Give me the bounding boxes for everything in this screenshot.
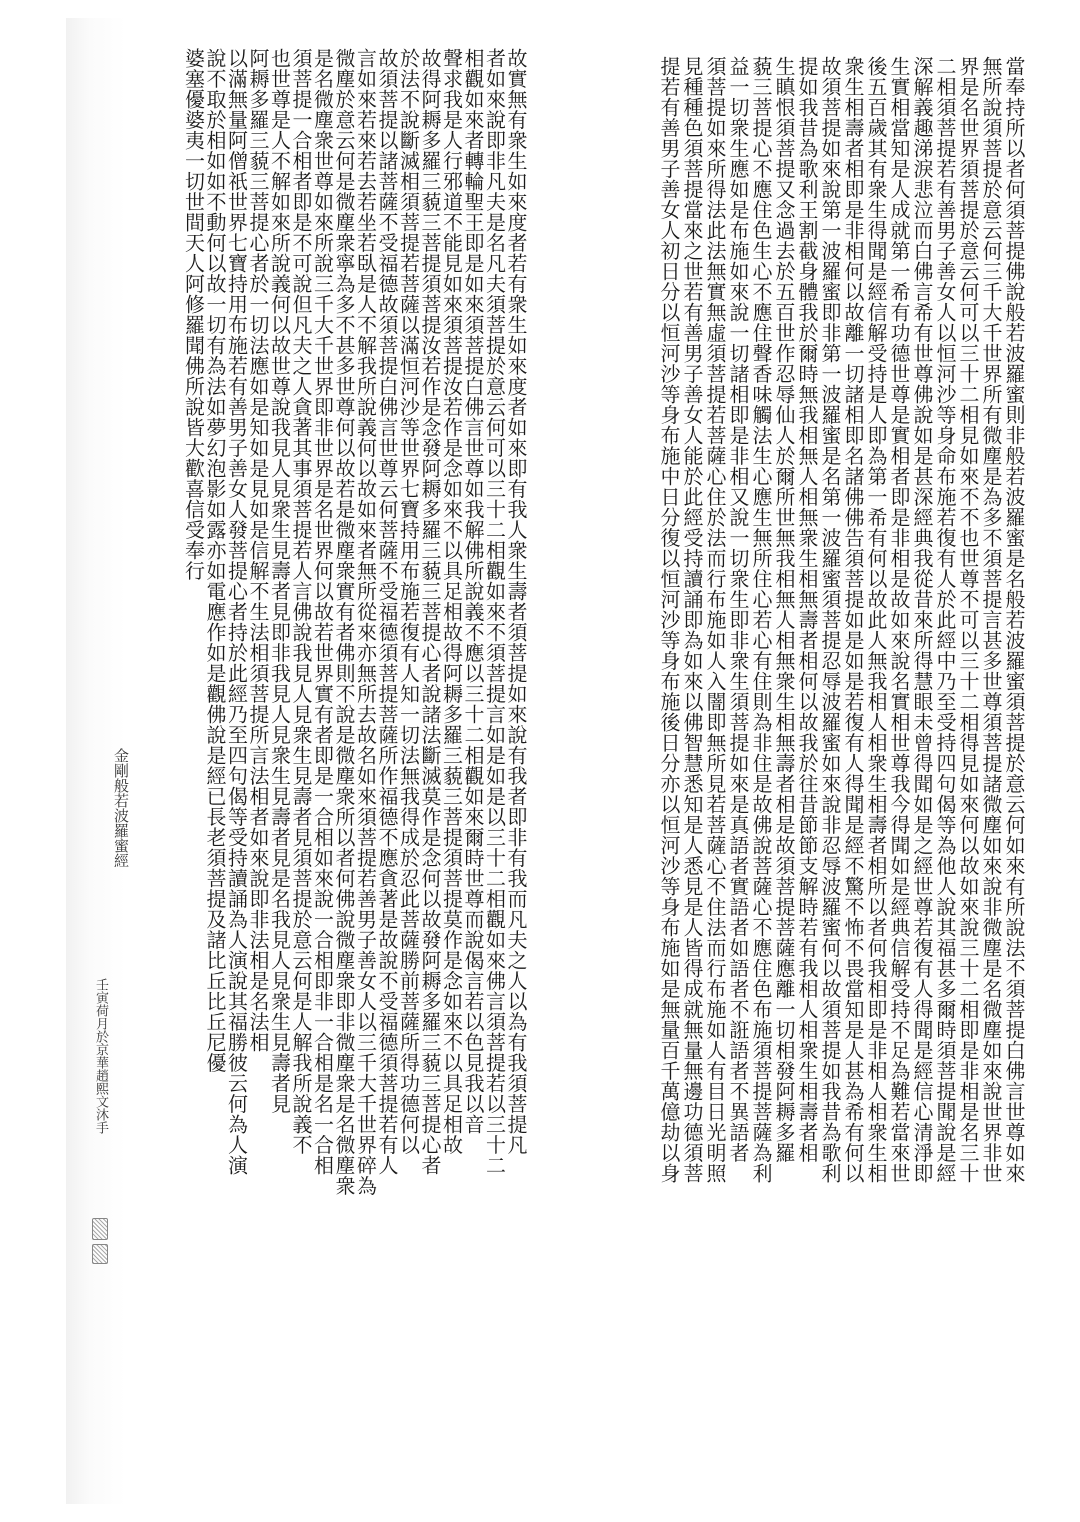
text-column: 言如來若來若去若坐若臥是人不解我所說義何以故如來者無所從來亦無所去故名如來須菩提若善男子善女人以三千大千世界碎為 [353, 48, 378, 1196]
text-column: 當奉持所以者何須菩提佛說般若波羅蜜則非般若波羅蜜是名般若波羅蜜須菩提於意云何如來有所說法不須菩提白佛言世尊如來 [1002, 56, 1026, 1184]
text-column: 二相須菩提若有善男子善女人以恒河沙等身命布施若復有人於此經中乃至受持四句偈等為他人說其福甚多爾時須菩提聞說是經 [933, 56, 957, 1184]
text-column: 後五百歲其有衆生得聞是經信解受持是人即為第一希有何以故此人無我相人相衆生相壽者相所以者何我相即是非相人相衆生相 [864, 56, 888, 1184]
text-column: 婆塞優婆夷一切世間天人阿修羅聞佛所說皆大歡喜信受奉行 [181, 48, 206, 581]
text-column: 益一切衆生應如是布施如來說一切諸相即是非相又說一切衆生即非衆生須菩提如來是真語者實語者如語者不誑語者不異語者 [726, 56, 750, 1163]
text-column: 故須菩提如來說第一波羅蜜即非第一波羅蜜是名第一波羅蜜須菩提忍辱波羅蜜如來說非忍辱波羅蜜何以故須菩提如我昔為歌利 [818, 56, 842, 1184]
colophon-title: 金剛般若波羅蜜經 [112, 748, 130, 868]
text-column: 也世尊是人不解如來所說義何以故世尊說我見人見衆生見壽者見即非我見人見衆生見壽者見是名我見人見衆生見壽者見 [267, 48, 292, 1114]
colophon [94, 748, 128, 1134]
text-column: 於法不說斷滅相須菩提若菩薩以滿恒河沙等世界七寶持用布施若復有人知一切法無我得成於忍此菩薩勝前菩薩所得功德何以 [396, 48, 421, 1155]
text-column: 微塵於意云何是微塵衆寧為多不甚多世尊何以故若是微塵衆實有者佛則不說是微塵衆所以者何佛說微塵衆即非微塵衆是名微塵衆 [332, 48, 356, 1196]
text-column: 是名微塵衆世尊如來所說三千大千世界即非世界是名世界何以故若世界實有者即是一合相如來說一合相即非一合相是名一合相 [310, 48, 335, 1176]
text-column: 提若有善男子善女人初日分以恒河沙等身布施中日分復以恒河沙等身布施後日分亦以恒河沙等身布施如是無量百千萬億劫以身 [657, 56, 681, 1184]
text-column: 者如來說即非凡夫是名凡夫須菩提於意云何可以三十二相觀如來不須菩提言如是如是以三十二相觀如來佛言須菩提若以三十二 [482, 48, 507, 1176]
text-column: 故實無有衆生如來度者若有衆生如來度者如來即有我人衆生壽者須菩提如來說有我者即非有我而凡夫之人以為有我須菩提凡 [504, 48, 528, 1155]
text-column: 以滿無量阿僧祇世界七寶持用布施若有善男子善女人發菩提心者持於此經乃至四句偈等受持讀誦為人演說其福勝彼云何為人演 [224, 48, 249, 1176]
text-column: 須菩提如來所得法此法無實無虛須菩提若菩薩心住於法而行布施如人入闇即無所見若菩薩心不住法而行布施如人有目日光明照 [703, 56, 727, 1184]
text-column: 提如我昔為歌利王割截身體我於爾時無我相無人相無衆生相無壽者相何以故我於往昔節節支解時若有我相人相衆生相壽者相 [795, 56, 819, 1163]
right-page [596, 42, 1032, 1462]
text-column: 須菩提一合相者即是不可說但凡夫之人貪著其事須菩提若人言佛說我見人見衆生見壽者見須菩提於意云何是人解我所說義不 [289, 48, 313, 1155]
text-column: 說不取於相如如不動何以故一切有為法如夢幻泡影如露亦如電應作如是觀佛說是經已長老須菩提及諸比丘比丘尼優 [203, 48, 227, 1073]
left-page [66, 18, 536, 1504]
text-column: 阿耨多羅三藐三菩提心者於一切法應如是知如是見如是信解不生法相須菩提所言法相者如來說即非法相是名法相 [246, 48, 270, 1053]
text-column: 界是名世界須菩提於意云何可以三十二相見如來不不也世尊不可以三十二相得見如來何以故如來說三十二相即是非相是名三十 [956, 56, 980, 1184]
text-column: 見種種色須菩提當來之世若有善男子善女人能於此經受持讀誦即為如來以佛智慧悉知是人悉見是人皆得成就無量無邊功德須菩 [680, 56, 704, 1184]
text-column: 生瞋恨須菩提又念過去於五百世作忍辱仙人於爾所世無我相無人相無衆生相無壽者相是故須菩提菩薩應離一切相發阿耨多羅 [772, 56, 796, 1163]
text-column: 藐三菩提心不應住色生心不應住聲香味觸法生心應生無所住心若心有住則為非住是故佛說菩薩心不應住色布施須菩提菩薩為利 [749, 56, 773, 1184]
text-column: 相觀如來者轉輪聖王即是如來須菩提白佛言世尊如我解佛所說義不應以三十二相觀如來爾時世尊而說偈言若以色見我以音 [461, 48, 485, 1135]
left-text-columns [94, 48, 526, 1484]
text-column: 生實相當知是人成就第一希有功德世尊是實相者即是非相是故如來說名實相世尊我今得聞如是經典信解受持不足為難若當來世 [887, 56, 911, 1184]
text-column: 深解義趣涕淚悲泣而白佛言希有世尊佛說如是甚深經典我從昔來所得慧眼未曾得聞如是之經世尊若復有人得聞是經信心清淨即 [910, 56, 934, 1184]
text-column: 故須菩提以諸菩薩不受福德故須菩提白佛言世尊云何菩薩不受福德須菩提菩薩所作福德不應貪著是故說不受福德須菩提若有人 [375, 48, 399, 1176]
text-column: 故得阿耨多羅三藐三菩提須菩提汝若作是念發阿耨多羅三藐三菩提心者說諸法斷滅莫作是念何以故發阿耨多羅三藐三菩提心者 [418, 48, 442, 1176]
seal-stamp [92, 1218, 108, 1240]
seal-stamp [92, 1244, 108, 1264]
text-column: 聲求我是人行邪道不能見如來須菩提汝若作是念如來不以具足相故得阿耨多羅三藐三菩提須菩提莫作是念如來不以具足相故 [439, 48, 464, 1155]
right-text-columns [610, 56, 1024, 1452]
text-column: 衆生相壽者相即是非相何以故離一切諸相即名諸佛佛告須菩提如是如是若復有人得聞是經不驚不怖不畏當知是人甚為希有何以 [841, 56, 865, 1184]
signature: 壬寅荷月於京華趙熙文沐手 [93, 978, 108, 1134]
text-column: 無所說須菩提於意云何三千大千世界所有微塵是為多不須菩提言甚多世尊須菩提諸微塵如來說非微塵是名微塵如來說世界非世 [979, 56, 1003, 1184]
